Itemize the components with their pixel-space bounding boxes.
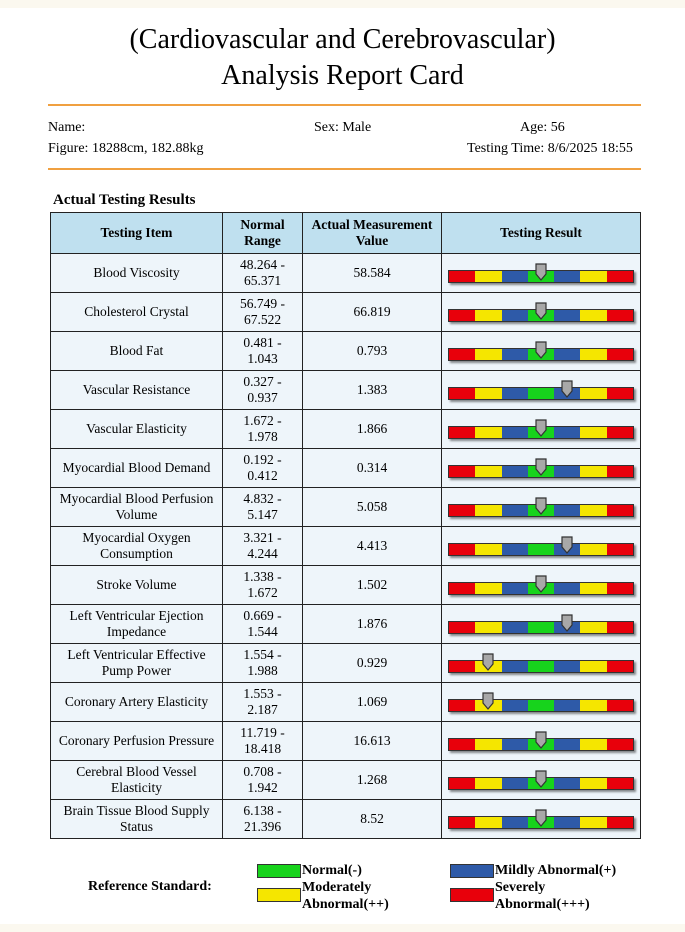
scale-segment: [607, 583, 633, 594]
legend-swatch-mild: [450, 864, 494, 878]
legend-text-moderate: Moderately Abnormal(++): [302, 880, 389, 912]
result-pointer-icon: [482, 653, 494, 671]
scale-segment: [449, 622, 475, 633]
scale-segment: [554, 661, 580, 672]
testing-item-cell: Blood Viscosity: [51, 254, 223, 293]
top-strip: [0, 0, 685, 8]
normal-range-cell: 56.749 - 67.522: [223, 293, 303, 332]
scale-segment: [502, 349, 528, 360]
scale-segment: [580, 466, 606, 477]
scale-segment: [554, 817, 580, 828]
actual-value-cell: 58.584: [303, 254, 442, 293]
scale-segment: [475, 583, 501, 594]
testing-result-cell: [442, 449, 641, 488]
testing-result-cell: [442, 371, 641, 410]
scale-segment: [607, 349, 633, 360]
scale-segment: [449, 466, 475, 477]
result-pointer-icon: [535, 419, 547, 437]
scale-segment: [449, 271, 475, 282]
scale-segment: [502, 271, 528, 282]
result-pointer-icon: [535, 809, 547, 827]
scale-segment: [449, 817, 475, 828]
result-scale-bar: [448, 582, 634, 595]
actual-value-cell: 0.314: [303, 449, 442, 488]
legend-text-mild: Mildly Abnormal(+): [495, 863, 617, 878]
scale-segment: [580, 778, 606, 789]
scale-segment: [502, 622, 528, 633]
testing-item-cell: Myocardial Blood Perfusion Volume: [51, 488, 223, 527]
normal-range-cell: 1.554 - 1.988: [223, 644, 303, 683]
scale-segment: [580, 427, 606, 438]
result-scale-bar: [448, 348, 634, 361]
header-actual-value: Actual Measurement Value: [303, 213, 442, 254]
testing-item-cell: Myocardial Blood Demand: [51, 449, 223, 488]
result-scale-bar: [448, 777, 634, 790]
normal-range-cell: 1.672 - 1.978: [223, 410, 303, 449]
scale-segment: [607, 271, 633, 282]
scale-segment: [580, 544, 606, 555]
testing-result-cell: [442, 566, 641, 605]
scale-segment: [449, 700, 475, 711]
result-pointer-icon: [561, 536, 573, 554]
scale-segment: [580, 661, 606, 672]
table-row: [51, 722, 641, 761]
scale-segment: [580, 622, 606, 633]
scale-segment: [475, 739, 501, 750]
result-scale-bar: [448, 660, 634, 673]
actual-value-cell: 0.793: [303, 332, 442, 371]
testing-result-cell: [442, 488, 641, 527]
scale-segment: [607, 661, 633, 672]
scale-segment: [607, 310, 633, 321]
report-title-line1: (Cardiovascular and Cerebrovascular): [129, 24, 556, 55]
result-pointer-icon: [535, 263, 547, 281]
testing-item-cell: Myocardial Oxygen Consumption: [51, 527, 223, 566]
normal-range-cell: 3.321 - 4.244: [223, 527, 303, 566]
actual-value-cell: 1.069: [303, 683, 442, 722]
legend-label: Reference Standard:: [88, 879, 212, 894]
scale-segment: [528, 661, 554, 672]
result-scale-bar: [448, 816, 634, 829]
scale-segment: [475, 778, 501, 789]
scale-segment: [607, 700, 633, 711]
normal-range-cell: 1.553 - 2.187: [223, 683, 303, 722]
normal-range-cell: 0.481 - 1.043: [223, 332, 303, 371]
legend-text-normal: Normal(-): [302, 863, 362, 878]
scale-segment: [580, 583, 606, 594]
scale-segment: [554, 700, 580, 711]
scale-segment: [502, 544, 528, 555]
scale-segment: [554, 778, 580, 789]
testing-item-cell: Cerebral Blood Vessel Elasticity: [51, 761, 223, 800]
result-scale-bar: [448, 504, 634, 517]
scale-segment: [554, 583, 580, 594]
result-scale-bar: [448, 387, 634, 400]
actual-value-cell: 1.383: [303, 371, 442, 410]
scale-segment: [607, 544, 633, 555]
result-pointer-icon: [535, 341, 547, 359]
scale-segment: [502, 310, 528, 321]
testing-result-cell: [442, 332, 641, 371]
scale-segment: [554, 739, 580, 750]
result-pointer-icon: [535, 575, 547, 593]
normal-range-cell: 1.338 - 1.672: [223, 566, 303, 605]
result-scale-bar: [448, 309, 634, 322]
scale-segment: [475, 310, 501, 321]
scale-segment: [502, 388, 528, 399]
actual-value-cell: 4.413: [303, 527, 442, 566]
testing-result-cell: [442, 293, 641, 332]
scale-segment: [607, 388, 633, 399]
scale-segment: [554, 271, 580, 282]
result-pointer-icon: [482, 692, 494, 710]
normal-range-cell: 0.327 - 0.937: [223, 371, 303, 410]
testing-result-cell: [442, 800, 641, 839]
report-title: [0, 22, 685, 94]
normal-range-cell: 11.719 - 18.418: [223, 722, 303, 761]
legend-swatch-moderate: [257, 888, 301, 902]
scale-segment: [475, 349, 501, 360]
scale-segment: [449, 583, 475, 594]
scale-segment: [607, 817, 633, 828]
scale-segment: [554, 466, 580, 477]
result-scale-bar: [448, 426, 634, 439]
actual-value-cell: 1.876: [303, 605, 442, 644]
table-header-row: [51, 213, 641, 254]
scale-segment: [580, 739, 606, 750]
scale-segment: [449, 349, 475, 360]
result-scale-bar: [448, 465, 634, 478]
actual-value-cell: 8.52: [303, 800, 442, 839]
table-row: [51, 800, 641, 839]
table-row: [51, 254, 641, 293]
result-scale-bar: [448, 543, 634, 556]
result-scale-bar: [448, 738, 634, 751]
bottom-strip: [0, 924, 685, 932]
table-row: [51, 332, 641, 371]
actual-value-cell: 1.502: [303, 566, 442, 605]
scale-segment: [607, 505, 633, 516]
result-pointer-icon: [535, 302, 547, 320]
legend-swatch-severe: [450, 888, 494, 902]
testing-item-cell: Vascular Elasticity: [51, 410, 223, 449]
scale-segment: [475, 505, 501, 516]
normal-range-cell: 0.669 - 1.544: [223, 605, 303, 644]
result-pointer-icon: [535, 770, 547, 788]
result-pointer-icon: [561, 614, 573, 632]
scale-segment: [607, 622, 633, 633]
result-scale-bar: [448, 621, 634, 634]
table-row: [51, 371, 641, 410]
actual-value-cell: 0.929: [303, 644, 442, 683]
normal-range-cell: 6.138 - 21.396: [223, 800, 303, 839]
scale-segment: [502, 466, 528, 477]
divider-bottom: [48, 168, 641, 170]
table-row: [51, 293, 641, 332]
scale-segment: [580, 817, 606, 828]
testing-item-cell: Cholesterol Crystal: [51, 293, 223, 332]
scale-segment: [449, 661, 475, 672]
results-table: [50, 212, 641, 839]
normal-range-cell: 0.708 - 1.942: [223, 761, 303, 800]
testing-item-cell: Left Ventricular Ejection Impedance: [51, 605, 223, 644]
scale-segment: [449, 388, 475, 399]
normal-range-cell: 4.832 - 5.147: [223, 488, 303, 527]
scale-segment: [554, 349, 580, 360]
scale-segment: [502, 661, 528, 672]
table-row: [51, 449, 641, 488]
testing-item-cell: Coronary Artery Elasticity: [51, 683, 223, 722]
testing-item-cell: Brain Tissue Blood Supply Status: [51, 800, 223, 839]
scale-segment: [554, 505, 580, 516]
testing-result-cell: [442, 683, 641, 722]
scale-segment: [580, 271, 606, 282]
scale-segment: [502, 505, 528, 516]
report-title-line2: Analysis Report Card: [221, 60, 464, 91]
scale-segment: [502, 583, 528, 594]
scale-segment: [449, 427, 475, 438]
table-row: [51, 644, 641, 683]
testing-result-cell: [442, 722, 641, 761]
scale-segment: [580, 349, 606, 360]
scale-segment: [554, 310, 580, 321]
scale-segment: [580, 388, 606, 399]
testing-result-cell: [442, 527, 641, 566]
patient-name: [48, 120, 85, 136]
testing-result-cell: [442, 410, 641, 449]
testing-item-cell: Vascular Resistance: [51, 371, 223, 410]
actual-value-cell: 1.268: [303, 761, 442, 800]
scale-segment: [528, 700, 554, 711]
scale-segment: [502, 427, 528, 438]
scale-segment: [607, 739, 633, 750]
scale-segment: [502, 739, 528, 750]
testing-item-cell: Blood Fat: [51, 332, 223, 371]
scale-segment: [475, 622, 501, 633]
scale-segment: [449, 505, 475, 516]
header-testing-item: Testing Item: [51, 213, 223, 254]
scale-segment: [528, 388, 554, 399]
table-row: [51, 683, 641, 722]
actual-value-cell: 16.613: [303, 722, 442, 761]
scale-segment: [475, 817, 501, 828]
scale-segment: [449, 739, 475, 750]
testing-result-cell: [442, 644, 641, 683]
legend-swatch-normal: [257, 864, 301, 878]
actual-value-cell: 1.866: [303, 410, 442, 449]
header-testing-result: Testing Result: [442, 213, 641, 254]
scale-segment: [554, 427, 580, 438]
scale-segment: [580, 700, 606, 711]
legend-text-severe: Severely Abnormal(+++): [495, 880, 590, 912]
section-title: Actual Testing Results: [53, 192, 196, 208]
table-row: [51, 488, 641, 527]
scale-segment: [580, 505, 606, 516]
table-row: [51, 566, 641, 605]
testing-item-cell: Left Ventricular Effective Pump Power: [51, 644, 223, 683]
table-row: [51, 527, 641, 566]
result-pointer-icon: [535, 497, 547, 515]
actual-value-cell: 66.819: [303, 293, 442, 332]
result-scale-bar: [448, 699, 634, 712]
result-pointer-icon: [561, 380, 573, 398]
scale-segment: [528, 544, 554, 555]
scale-segment: [449, 778, 475, 789]
scale-segment: [475, 466, 501, 477]
scale-segment: [475, 544, 501, 555]
scale-segment: [502, 817, 528, 828]
result-pointer-icon: [535, 458, 547, 476]
scale-segment: [607, 778, 633, 789]
header-normal-range: Normal Range: [223, 213, 303, 254]
results-body: [51, 254, 641, 839]
testing-result-cell: [442, 254, 641, 293]
scale-segment: [449, 544, 475, 555]
normal-range-cell: 0.192 - 0.412: [223, 449, 303, 488]
name-label: Name:: [48, 120, 86, 135]
scale-segment: [580, 310, 606, 321]
testing-item-cell: Stroke Volume: [51, 566, 223, 605]
table-row: [51, 605, 641, 644]
scale-segment: [502, 700, 528, 711]
scale-segment: [475, 427, 501, 438]
result-scale-bar: [448, 270, 634, 283]
table-row: [51, 410, 641, 449]
patient-figure: Figure: 18288cm, 182.88kg: [48, 141, 204, 156]
scale-segment: [475, 388, 501, 399]
testing-item-cell: Coronary Perfusion Pressure: [51, 722, 223, 761]
divider-top: [48, 104, 641, 106]
scale-segment: [607, 466, 633, 477]
patient-sex: Sex: Male: [314, 120, 372, 135]
normal-range-cell: 48.264 - 65.371: [223, 254, 303, 293]
scale-segment: [449, 310, 475, 321]
scale-segment: [528, 622, 554, 633]
table-row: [51, 761, 641, 800]
scale-segment: [475, 271, 501, 282]
actual-value-cell: 5.058: [303, 488, 442, 527]
testing-result-cell: [442, 605, 641, 644]
result-pointer-icon: [535, 731, 547, 749]
patient-age: Age: 56: [520, 120, 565, 135]
testing-time: Testing Time: 8/6/2025 18:55: [467, 141, 633, 156]
scale-segment: [607, 427, 633, 438]
scale-segment: [502, 778, 528, 789]
testing-result-cell: [442, 761, 641, 800]
